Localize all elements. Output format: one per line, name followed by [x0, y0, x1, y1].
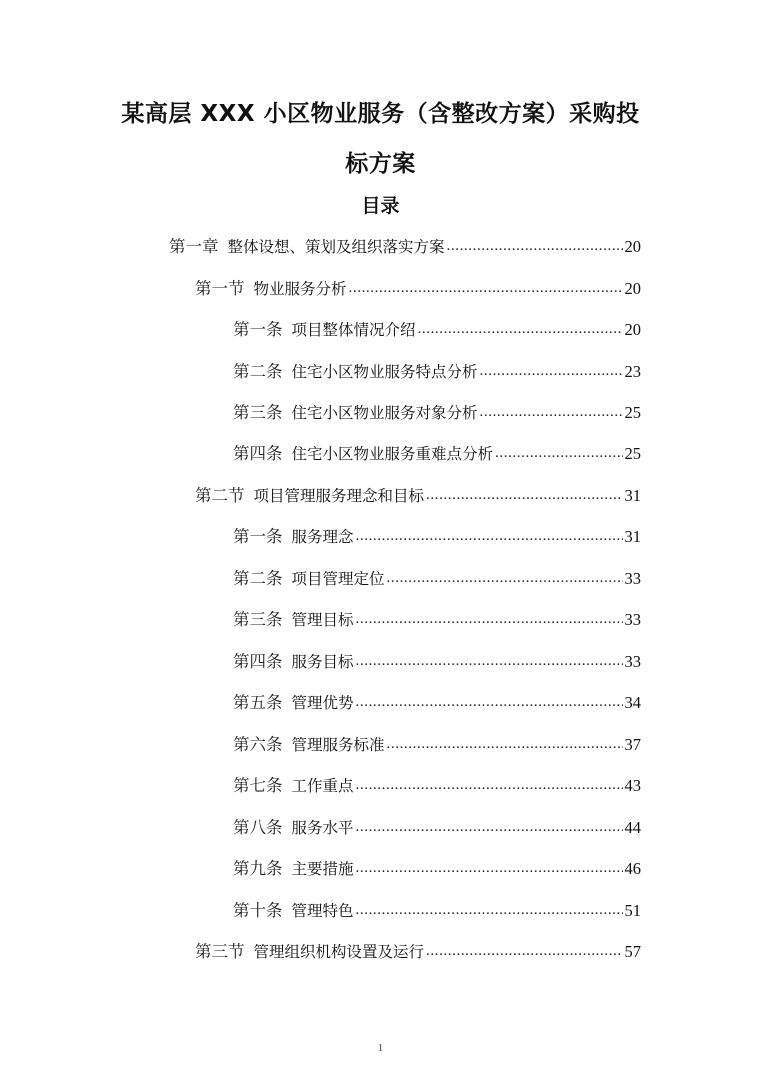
toc-entry-page: 33: [624, 569, 641, 588]
toc-dot-leader: [356, 817, 623, 833]
toc-entry-number: 第十条: [233, 901, 283, 920]
toc-entry-number: 第五条: [233, 693, 283, 712]
document-title-line2: 标方案: [345, 151, 416, 177]
toc-dot-leader: [426, 485, 622, 501]
toc-entry-label: 物业服务分析: [253, 280, 347, 298]
toc-entry-page: 37: [624, 735, 641, 754]
toc-entry-page: 34: [624, 693, 641, 712]
toc-entry-label: 主要措施: [291, 860, 354, 878]
toc-entry-label: 住宅小区物业服务重难点分析: [291, 445, 494, 463]
toc-dot-leader: [356, 526, 623, 542]
toc-entry-label: 管理服务标准: [291, 736, 385, 754]
toc-entry-page: 43: [624, 776, 641, 795]
toc-entry-article[interactable]: [233, 731, 641, 755]
toc-dot-leader: [387, 568, 623, 584]
toc-entry-number: 第四条: [233, 444, 283, 463]
toc-dot-leader: [356, 858, 623, 874]
toc-entry-label: 项目整体情况介绍: [291, 321, 416, 339]
toc-entry-number: 第三节: [195, 942, 245, 961]
toc-entry-label: 服务水平: [291, 819, 354, 837]
toc-entry-chapter-1[interactable]: [169, 233, 641, 257]
toc-entry-article[interactable]: [233, 606, 641, 630]
document-title-line1: 某高层 XXX 小区物业服务（含整改方案）采购投: [121, 101, 640, 127]
toc-entry-article[interactable]: [233, 814, 641, 838]
toc-dot-leader: [426, 941, 622, 957]
toc-entry-article[interactable]: [233, 523, 641, 547]
toc-dot-leader: [418, 319, 623, 335]
toc-entry-label: 管理组织机构设置及运行: [253, 943, 425, 961]
toc-entry-label: 服务理念: [291, 528, 354, 546]
toc-entry-page: 31: [624, 486, 641, 505]
toc-entry-label: 管理优势: [291, 694, 354, 712]
page-number: 1: [377, 1042, 384, 1054]
toc-entry-article[interactable]: [233, 897, 641, 921]
toc-entry-page: 20: [624, 237, 641, 256]
toc-entry-label: 住宅小区物业服务特点分析: [291, 363, 478, 381]
toc-entry-section-3[interactable]: [195, 938, 641, 962]
toc-entry-label: 住宅小区物业服务对象分析: [291, 404, 478, 422]
toc-entry-number: 第六条: [233, 735, 283, 754]
toc-entry-page: 46: [624, 859, 641, 878]
toc-entry-article[interactable]: [233, 855, 641, 879]
toc-entry-article[interactable]: [233, 358, 641, 382]
toc-entry-page: 25: [624, 403, 641, 422]
toc-entry-number: 第八条: [233, 818, 283, 837]
toc-dot-leader: [356, 775, 623, 791]
toc-entry-label: 工作重点: [291, 777, 354, 795]
toc-entry-label: 项目管理定位: [291, 570, 385, 588]
toc-entry-number: 第四条: [233, 652, 283, 671]
toc-dot-leader: [387, 734, 623, 750]
toc-entry-number: 第二节: [195, 486, 245, 505]
toc-entry-article[interactable]: [233, 689, 641, 713]
toc-dot-leader: [480, 361, 623, 377]
toc-entry-label: 服务目标: [291, 653, 354, 671]
toc-entry-page: 20: [624, 279, 641, 298]
toc-entry-page: 33: [624, 610, 641, 629]
toc-entry-article[interactable]: [233, 565, 641, 589]
toc-entry-number: 第三条: [233, 403, 283, 422]
toc-entry-label: 管理特色: [291, 902, 354, 920]
toc-entry-article[interactable]: [233, 440, 641, 464]
toc-entry-number: 第一条: [233, 527, 283, 546]
toc-entry-number: 第二条: [233, 569, 283, 588]
toc-entry-number: 第九条: [233, 859, 283, 878]
toc-entry-page: 57: [624, 942, 641, 961]
toc-dot-leader: [356, 609, 623, 625]
toc-entry-page: 25: [624, 444, 641, 463]
toc-entry-number: 第一节: [195, 279, 245, 298]
toc-entry-page: 51: [624, 901, 641, 920]
toc-dot-leader: [356, 651, 623, 667]
toc-entry-page: 23: [624, 362, 641, 381]
toc-heading: 目录: [361, 195, 400, 217]
toc-entry-article[interactable]: [233, 772, 641, 796]
toc-entry-page: 20: [624, 320, 641, 339]
toc-entry-label: 管理目标: [291, 611, 354, 629]
toc-dot-leader: [447, 236, 623, 252]
toc-entry-page: 44: [624, 818, 641, 837]
toc-entry-label: 项目管理服务理念和目标: [253, 487, 425, 505]
toc-entry-article[interactable]: [233, 399, 641, 423]
toc-entry-number: 第一条: [233, 320, 283, 339]
toc-dot-leader: [495, 443, 622, 459]
toc-entry-page: 33: [624, 652, 641, 671]
toc-entry-page: 31: [624, 527, 641, 546]
toc-entry-number: 第一章: [169, 237, 219, 256]
toc-entry-section-2[interactable]: [195, 482, 641, 506]
toc-entry-section-1[interactable]: [195, 275, 641, 299]
toc-entry-number: 第七条: [233, 776, 283, 795]
toc-entry-article[interactable]: [233, 648, 641, 672]
toc-entry-article[interactable]: [233, 316, 641, 340]
toc-dot-leader: [356, 692, 623, 708]
toc-dot-leader: [480, 402, 623, 418]
toc-entry-number: 第二条: [233, 362, 283, 381]
toc-entry-number: 第三条: [233, 610, 283, 629]
toc-dot-leader: [349, 278, 623, 294]
toc-dot-leader: [356, 900, 623, 916]
toc-entry-label: 整体设想、策划及组织落实方案: [227, 238, 445, 256]
